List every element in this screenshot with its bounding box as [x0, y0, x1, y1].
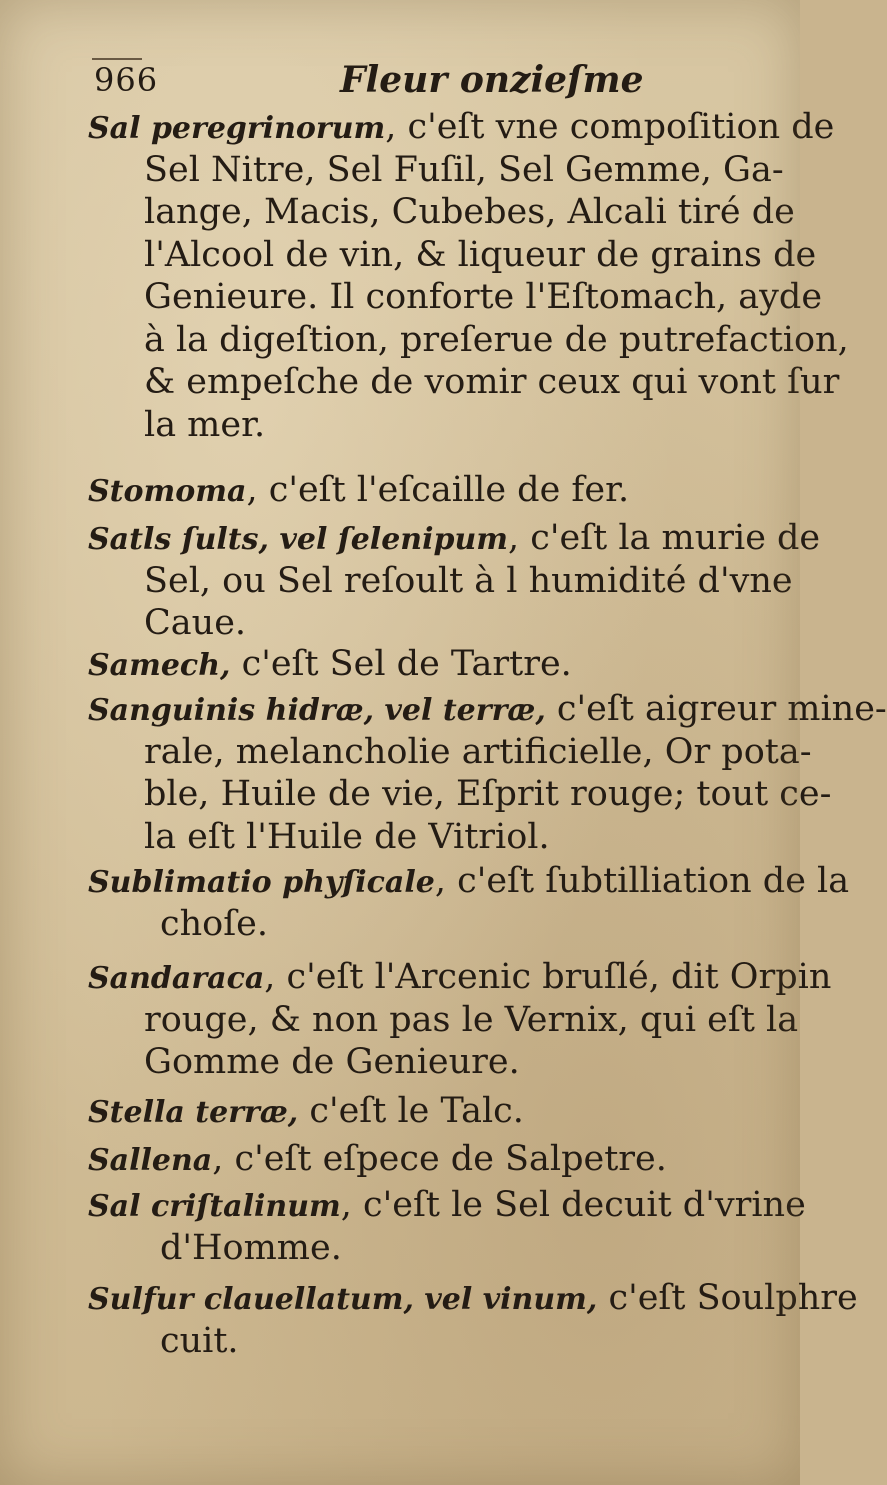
entry-line: , c'eſt le Sel decuit d'vrine: [340, 1185, 806, 1225]
entry-term: Sulfur clauellatum, vel vinum,: [88, 1282, 598, 1317]
entry-term: Sallena: [88, 1143, 213, 1178]
entry-term: Sanguinis hidræ, vel terræ,: [88, 693, 546, 728]
glossary-entry: [88, 469, 629, 512]
entry-line: , c'eſt ſubtilliation de la: [434, 861, 850, 901]
entry-line: la eſt l'Huile de Vitriol.: [144, 816, 550, 857]
entry-line: c'eſt aigreur mine-: [545, 689, 887, 729]
entry-line: c'eſt Soulphre: [597, 1278, 858, 1318]
entry-line: rale, melancholie artificielle, Or pota-: [144, 731, 812, 772]
glossary-entry: [88, 643, 572, 686]
entry-line: , c'eſt eſpece de Salpetre.: [212, 1139, 667, 1179]
entry-line: , c'eſt vne compoſition de: [385, 107, 835, 147]
entry-line: la mer.: [144, 404, 266, 445]
glossary-entry: [88, 956, 831, 1084]
entry-line: ble, Huile de vie, Eſprit rouge; tout ce-: [144, 774, 832, 814]
glossary-entry: [88, 1090, 524, 1133]
entry-line: c'eſt le Talc.: [298, 1091, 524, 1131]
entry-term: Sal peregrinorum: [88, 111, 386, 146]
entry-line: Sel, ou Sel reſoult à l humidité d'vne: [144, 560, 793, 601]
glossary-entry: [88, 688, 887, 858]
page-number: 966: [94, 61, 159, 99]
entry-line: d'Homme.: [160, 1227, 342, 1268]
entry-line: , c'eſt l'eſcaille de fer.: [246, 470, 630, 510]
entry-line: Caue.: [144, 603, 247, 643]
entry-line: rouge, & non pas le Vernix, qui eſt la: [144, 999, 799, 1040]
running-title: Fleur onzieſme: [340, 59, 644, 101]
entry-line: à la digeſtion, preſerue de putrefaction,: [144, 319, 849, 360]
entry-term: Stella terræ,: [88, 1095, 299, 1130]
entry-line: , c'eſt la murie de: [508, 518, 821, 558]
entry-line: lange, Macis, Cubebes, Alcali tiré de: [144, 192, 795, 232]
entry-line: l'Alcool de vin, & liqueur de grains de: [144, 234, 817, 275]
entry-term: Sublimatio phyſicale: [88, 865, 435, 900]
glossary-entry: [88, 1184, 806, 1269]
glossary-entry: [88, 1277, 858, 1362]
entry-term: Sal criſtalinum: [88, 1189, 341, 1224]
entry-term: Stomoma: [88, 474, 247, 509]
entry-line: & empeſche de vomir ceux qui vont ſur: [144, 362, 840, 402]
entry-line: , c'eſt l'Arcenic bruſlé, dit Orpin: [264, 957, 832, 997]
entry-term: Sandaraca: [88, 961, 265, 996]
entry-line: Sel Nitre, Sel Fuſil, Sel Gemme, Ga-: [144, 149, 784, 190]
glossary-entry: [88, 860, 849, 945]
glossary-entry: [88, 106, 849, 446]
entry-line: c'eſt Sel de Tartre.: [230, 644, 572, 684]
entry-term: Satls ſults, vel ſelenipum: [88, 522, 509, 557]
glossary-entry: [88, 517, 820, 645]
entry-line: Gomme de Genieure.: [144, 1042, 520, 1082]
glossary-entry: [88, 1138, 667, 1181]
entry-term: Samech,: [88, 648, 231, 683]
entry-line: Genieure. Il conforte l'Eſtomach, ayde: [144, 277, 823, 317]
entry-line: cuit.: [160, 1320, 239, 1361]
entry-line: choſe.: [160, 903, 269, 944]
